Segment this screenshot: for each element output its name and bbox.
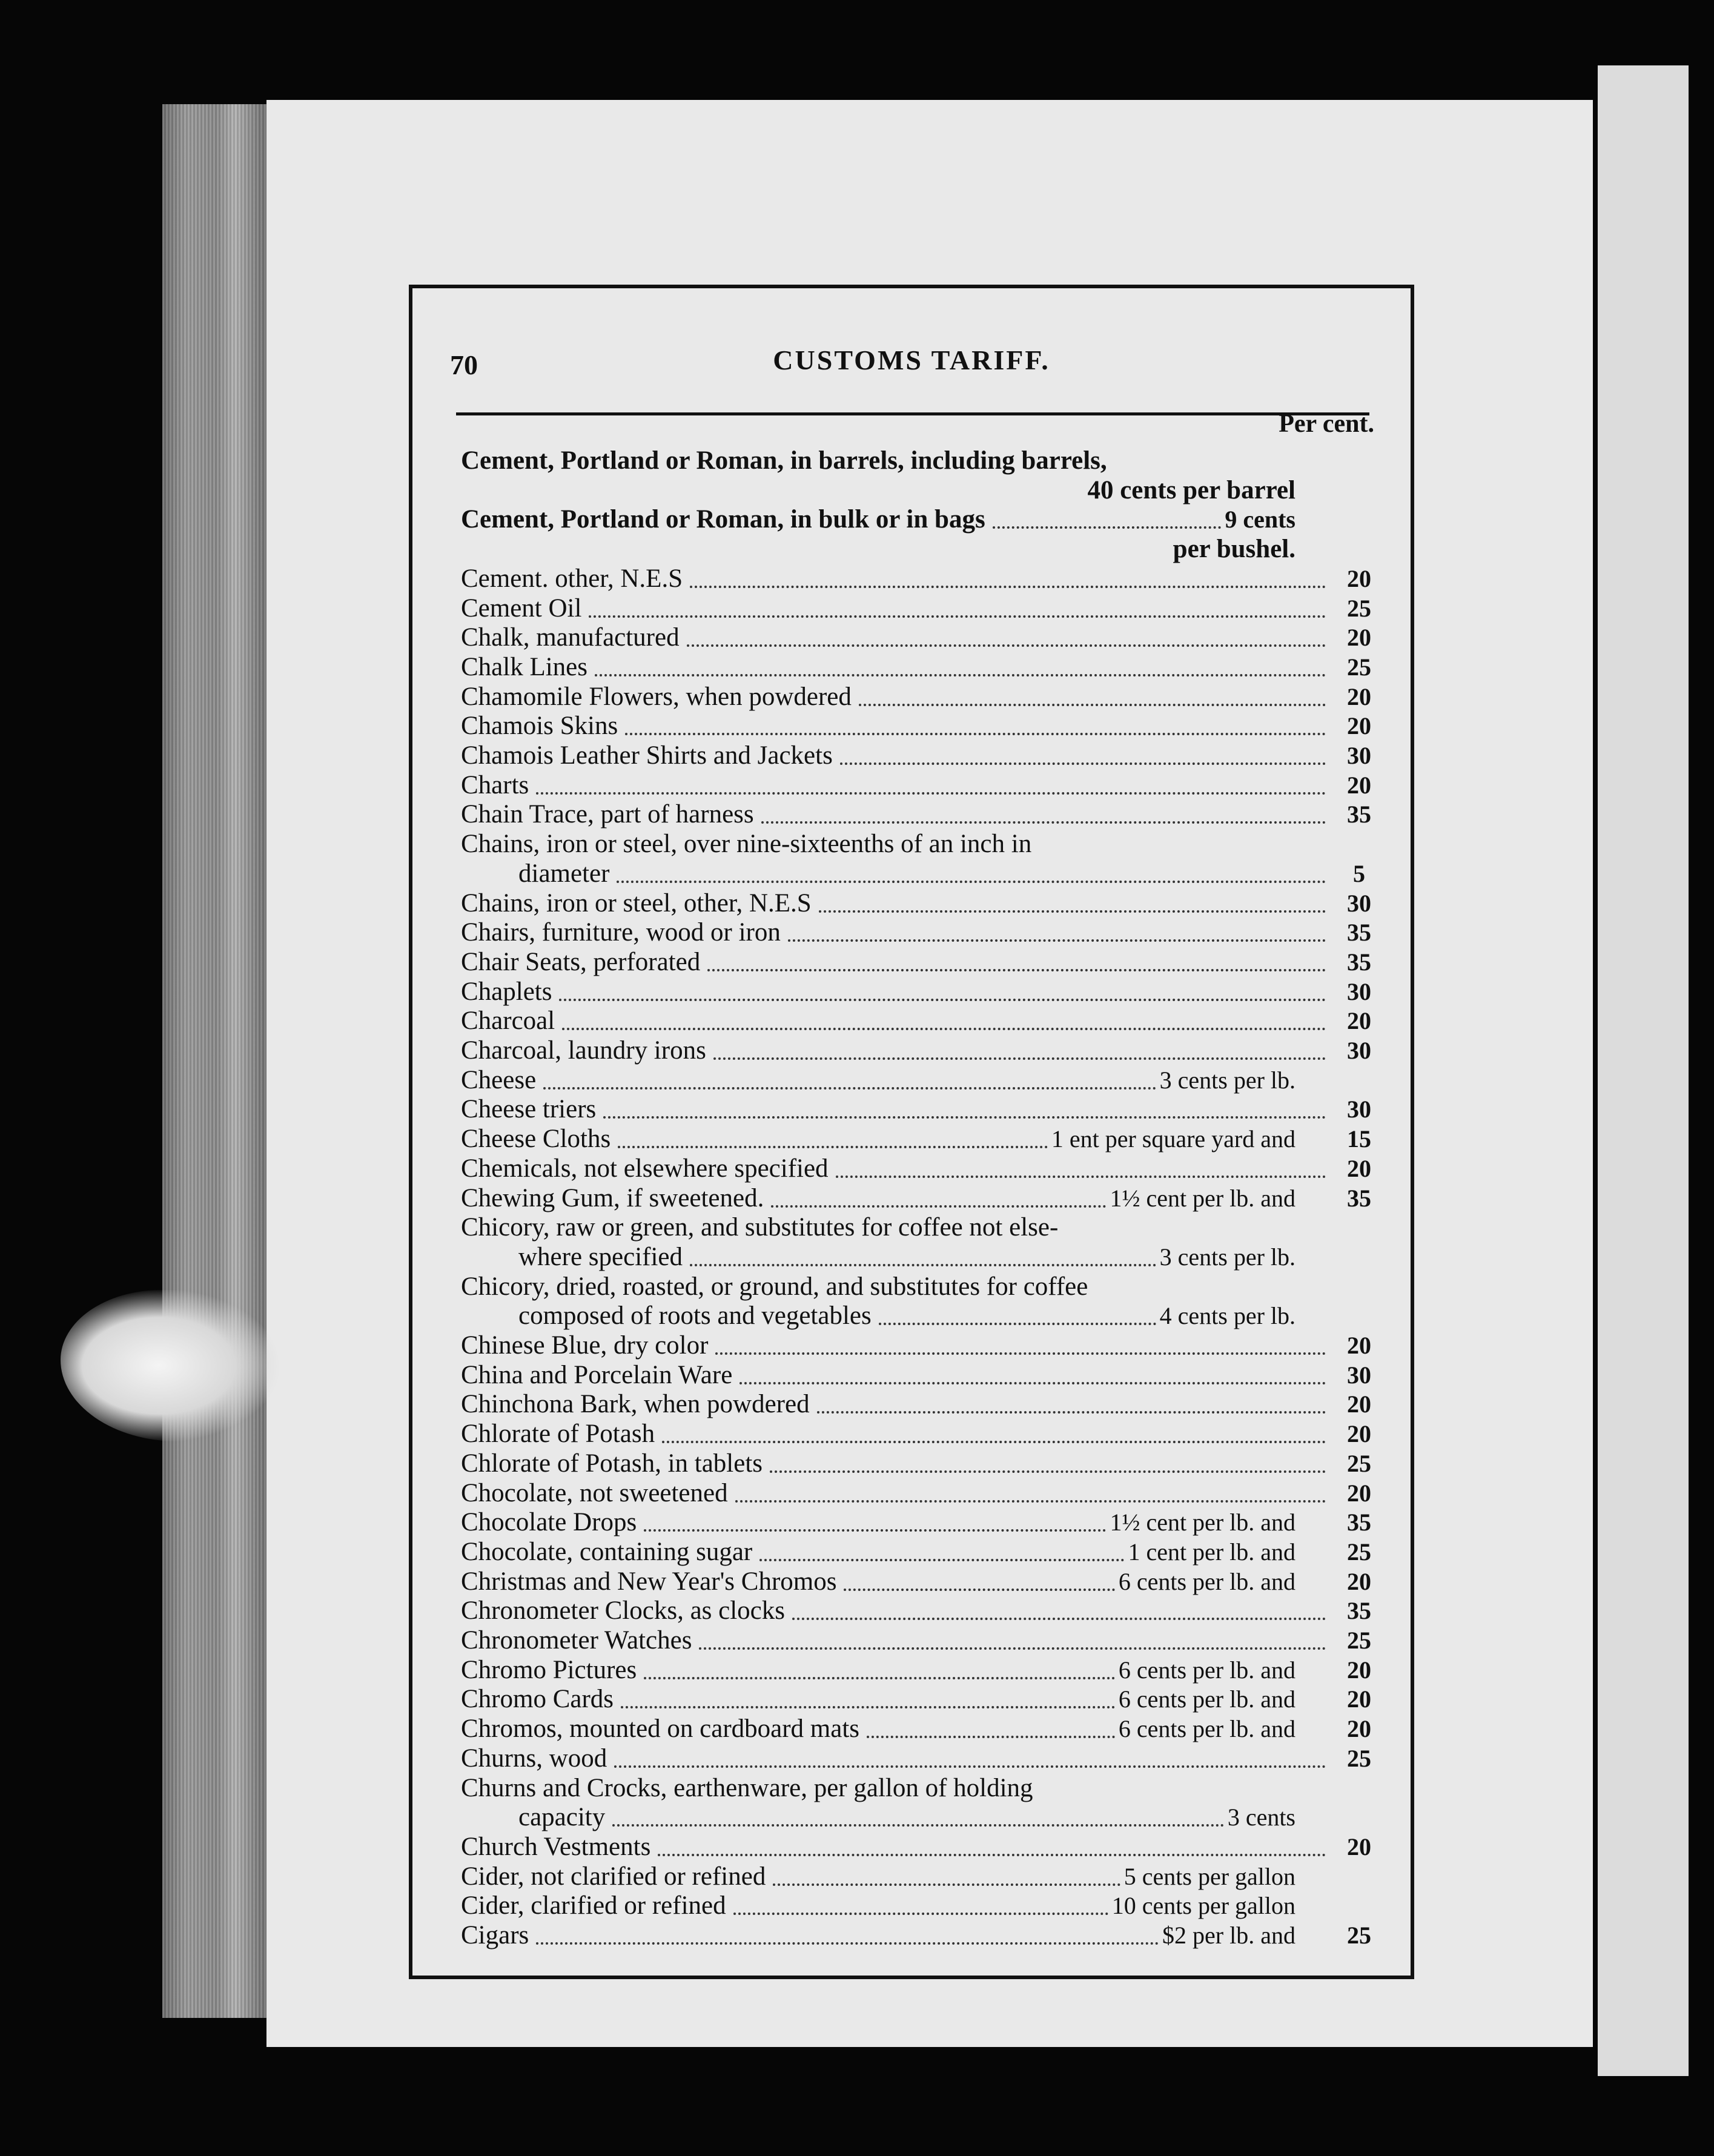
entry-name: Chocolate Drops — [461, 1508, 637, 1537]
entry-percent: 20 — [1347, 771, 1371, 799]
dot-leader — [536, 1940, 1159, 1945]
tariff-entry — [461, 801, 1386, 828]
dot-leader — [707, 967, 1326, 971]
tariff-entry — [461, 1155, 1386, 1183]
entry-rate: 1 cent per lb. and — [1128, 1538, 1295, 1566]
tariff-entry — [461, 1420, 1386, 1448]
dot-leader — [617, 878, 1326, 883]
entry-rate: 5 cents per gallon — [1123, 1862, 1295, 1890]
entry-name: Churns, wood — [461, 1744, 607, 1773]
entry-name: Chairs, furniture, wood or iron — [461, 918, 781, 947]
dot-leader — [733, 1910, 1108, 1915]
tariff-entry — [461, 1922, 1386, 1949]
entry-name: Chair Seats, perforated — [461, 947, 701, 976]
dot-leader — [844, 1586, 1114, 1591]
entry-name: Charts — [461, 770, 529, 799]
entry-name: Chinchona Bark, when powdered — [461, 1390, 810, 1419]
entry-rate: 4 cents per lb. — [1159, 1302, 1295, 1330]
entry-percent: 20 — [1347, 1567, 1371, 1595]
tariff-entry — [461, 1125, 1386, 1153]
dot-leader — [759, 1556, 1124, 1561]
entry-name: Cheese triers — [461, 1095, 597, 1124]
tariff-entry — [461, 1568, 1386, 1596]
tariff-entry-continuation — [518, 535, 1386, 563]
entry-percent: 5 — [1353, 859, 1365, 887]
tariff-entry — [461, 772, 1386, 799]
entry-percent: 30 — [1347, 1361, 1371, 1389]
dot-leader — [687, 642, 1326, 647]
entry-name: diameter — [518, 859, 610, 888]
entry-name: Chaplets — [461, 977, 552, 1006]
tariff-entry — [461, 595, 1386, 623]
entry-rate: $2 per lb. and — [1162, 1922, 1295, 1949]
entry-name: Chain Trace, part of harness — [461, 800, 754, 829]
dot-leader — [662, 1438, 1326, 1443]
entry-name: Chocolate, not sweetened — [461, 1478, 728, 1507]
tariff-entry — [461, 1597, 1386, 1625]
dot-leader — [625, 730, 1326, 735]
dot-leader — [690, 1262, 1156, 1266]
dot-leader — [562, 1025, 1326, 1030]
tariff-entry — [461, 1007, 1386, 1035]
entry-percent: 20 — [1347, 683, 1371, 710]
entry-percent: 35 — [1347, 1597, 1371, 1625]
entry-percent: 20 — [1347, 624, 1371, 652]
tariff-entry — [461, 948, 1386, 976]
entry-rate: 3 cents — [1227, 1804, 1295, 1831]
entry-rate: 10 cents per gallon — [1111, 1892, 1295, 1920]
tariff-entry-continuation — [518, 1804, 1386, 1831]
dot-leader — [715, 1350, 1326, 1355]
entry-rate: 6 cents per lb. and — [1118, 1715, 1295, 1743]
entry-percent: 20 — [1347, 1479, 1371, 1507]
tariff-entry — [461, 506, 1386, 534]
dot-leader — [817, 1409, 1326, 1414]
entry-name: Chlorate of Potash, in tablets — [461, 1449, 763, 1478]
entry-name: Chewing Gum, if sweetened. — [461, 1183, 764, 1212]
entry-name: Cheese Cloths — [461, 1125, 611, 1154]
tariff-entry — [461, 1656, 1386, 1684]
entry-name: Cheese — [461, 1065, 537, 1094]
dot-leader — [559, 996, 1326, 1001]
entry-percent: 30 — [1347, 889, 1371, 917]
entry-name: capacity — [518, 1803, 606, 1832]
tariff-entry — [461, 1096, 1386, 1123]
page-stack-lines — [162, 104, 283, 2018]
entry-percent: 20 — [1347, 712, 1371, 740]
entry-percent: 25 — [1347, 1627, 1371, 1654]
dot-leader — [536, 790, 1326, 795]
entry-name: Chalk, manufactured — [461, 623, 680, 652]
entry-name: Cement, Portland or Roman, in barrels, including barrels, — [461, 446, 1107, 475]
entry-percent: 30 — [1347, 1096, 1371, 1123]
entry-percent: 25 — [1347, 594, 1371, 622]
dot-leader — [859, 701, 1326, 706]
tariff-entry — [461, 1450, 1386, 1478]
entry-percent: 20 — [1347, 1715, 1371, 1743]
text-frame — [409, 285, 1414, 1979]
paper-tear — [61, 1290, 279, 1441]
entry-name: 40 cents per barrel — [1087, 475, 1295, 504]
running-head: CUSTOMS TARIFF. — [773, 345, 1050, 375]
entry-name: Chemicals, not elsewhere specified — [461, 1154, 829, 1183]
tariff-entry — [461, 742, 1386, 770]
tariff-entries — [412, 288, 1411, 1976]
dot-leader — [658, 1851, 1326, 1856]
tariff-entry — [461, 1774, 1386, 1802]
tariff-entry — [461, 1066, 1386, 1094]
tariff-entry — [461, 1745, 1386, 1773]
dot-leader — [699, 1645, 1326, 1650]
dot-leader — [644, 1527, 1106, 1532]
tariff-entry — [461, 1214, 1386, 1242]
dot-leader — [879, 1320, 1156, 1325]
entry-name: Churns and Crocks, earthenware, per gallon of holding — [461, 1773, 1033, 1802]
entry-name: China and Porcelain Ware — [461, 1360, 733, 1389]
entry-name: Chicory, dried, roasted, or ground, and substitutes for coffee — [461, 1272, 1088, 1301]
page-number: 70 — [450, 349, 478, 380]
entry-percent: 30 — [1347, 977, 1371, 1005]
facing-page-edge — [1598, 65, 1689, 2076]
entry-percent: 20 — [1347, 1007, 1371, 1035]
tariff-entry — [461, 1833, 1386, 1861]
dot-leader — [773, 1881, 1120, 1886]
entry-name: Chicory, raw or green, and substitutes for coffee not else- — [461, 1213, 1059, 1242]
entry-name: Chromos, mounted on cardboard mats — [461, 1715, 860, 1744]
dot-leader — [644, 1675, 1115, 1679]
entry-percent: 25 — [1347, 1538, 1371, 1566]
dot-leader — [770, 1468, 1326, 1473]
dot-leader — [603, 1114, 1326, 1119]
entry-percent: 20 — [1347, 1685, 1371, 1713]
entry-percent: 25 — [1347, 653, 1371, 681]
dot-leader — [621, 1704, 1115, 1708]
entry-name: Chronometer Clocks, as clocks — [461, 1596, 786, 1625]
dot-leader — [819, 908, 1326, 913]
tariff-entry-continuation — [518, 477, 1386, 504]
dot-leader — [713, 1055, 1326, 1060]
entry-percent: 35 — [1347, 1509, 1371, 1536]
entry-rate: 9 cents — [1225, 506, 1295, 534]
tariff-entry — [461, 1390, 1386, 1418]
tariff-entry — [461, 1480, 1386, 1507]
entry-name: Church Vestments — [461, 1832, 651, 1861]
entry-percent: 35 — [1347, 1184, 1371, 1212]
tariff-entry — [461, 712, 1386, 740]
entry-name: Chalk Lines — [461, 652, 587, 681]
tariff-entry — [461, 978, 1386, 1006]
entry-name: Chronometer Watches — [461, 1626, 692, 1655]
entry-percent: 20 — [1347, 1656, 1371, 1684]
dot-leader — [740, 1380, 1326, 1384]
tariff-entry — [461, 1892, 1386, 1920]
entry-name: composed of roots and vegetables — [518, 1301, 872, 1331]
entry-percent: 20 — [1347, 1332, 1371, 1359]
entry-percent: 20 — [1347, 1390, 1371, 1418]
dot-leader — [612, 1822, 1224, 1827]
percent-column-label: Per cent. — [1279, 410, 1374, 438]
tariff-entry — [461, 919, 1386, 947]
entry-name: Chocolate, containing sugar — [461, 1537, 753, 1566]
entry-name: Cider, clarified or refined — [461, 1891, 726, 1920]
dot-leader — [771, 1203, 1106, 1208]
dot-leader — [840, 760, 1326, 765]
entry-name: Cement. other, N.E.S — [461, 564, 683, 593]
entry-rate: 1½ cent per lb. and — [1110, 1184, 1295, 1212]
tariff-entry — [461, 1332, 1386, 1360]
entry-name: Chains, iron or steel, other, N.E.S — [461, 888, 812, 918]
entry-percent: 25 — [1347, 1922, 1371, 1949]
entry-name: Chromo Pictures — [461, 1655, 637, 1684]
entry-name: Cigars — [461, 1921, 529, 1949]
entry-name: Chromo Cards — [461, 1685, 614, 1714]
entry-percent: 20 — [1347, 1420, 1371, 1448]
entry-percent: 35 — [1347, 919, 1371, 947]
entry-rate: 1½ cent per lb. and — [1110, 1509, 1295, 1536]
entry-name: Charcoal — [461, 1007, 555, 1036]
tariff-entry-continuation — [518, 1302, 1386, 1330]
dot-leader — [735, 1498, 1326, 1503]
tariff-entry — [461, 830, 1386, 858]
tariff-entry-continuation — [518, 1243, 1386, 1271]
tariff-entry — [461, 683, 1386, 711]
entry-percent: 35 — [1347, 948, 1371, 976]
entry-name: per bushel. — [1173, 535, 1295, 564]
entry-percent: 35 — [1347, 801, 1371, 828]
tariff-entry — [461, 1627, 1386, 1655]
tariff-entry — [461, 1715, 1386, 1743]
entry-percent: 20 — [1347, 564, 1371, 592]
dot-leader — [792, 1615, 1326, 1620]
entry-percent: 25 — [1347, 1449, 1371, 1477]
dot-leader — [836, 1173, 1326, 1178]
entry-percent: 30 — [1347, 1037, 1371, 1064]
book-fore-edge — [162, 104, 283, 2018]
tariff-entry — [461, 1685, 1386, 1713]
dot-leader — [589, 613, 1326, 618]
entry-percent: 20 — [1347, 1833, 1371, 1860]
entry-name: Chinese Blue, dry color — [461, 1331, 709, 1360]
tariff-entry — [461, 1185, 1386, 1212]
dot-leader — [690, 583, 1326, 588]
entry-name: Chamois Leather Shirts and Jackets — [461, 741, 833, 770]
tariff-entry — [461, 1273, 1386, 1301]
entry-name: Chamois Skins — [461, 712, 618, 741]
tariff-entry — [461, 890, 1386, 918]
entry-rate: 1 ent per square yard and — [1051, 1125, 1295, 1153]
tariff-entry — [461, 565, 1386, 593]
entry-percent: 30 — [1347, 742, 1371, 769]
tariff-entry — [461, 1361, 1386, 1389]
entry-rate: 6 cents per lb. and — [1118, 1656, 1295, 1684]
entry-rate: 3 cents per lb. — [1159, 1243, 1295, 1271]
entry-percent: 25 — [1347, 1744, 1371, 1772]
entry-percent: 20 — [1347, 1154, 1371, 1182]
dot-leader — [595, 672, 1326, 676]
entry-rate: 3 cents per lb. — [1159, 1066, 1295, 1094]
entry-name: Christmas and New Year's Chromos — [461, 1567, 837, 1596]
tariff-entry — [461, 447, 1386, 475]
dot-leader — [618, 1143, 1048, 1148]
tariff-entry-continuation — [518, 860, 1386, 888]
dot-leader — [761, 819, 1326, 824]
entry-name: Chlorate of Potash — [461, 1420, 655, 1449]
tariff-entry — [461, 1509, 1386, 1536]
tariff-entry — [461, 1863, 1386, 1891]
tariff-entry — [461, 1538, 1386, 1566]
entry-name: where specified — [518, 1242, 683, 1271]
entry-rate: 6 cents per lb. and — [1118, 1567, 1295, 1595]
tariff-entry — [461, 624, 1386, 652]
dot-leader — [993, 524, 1222, 529]
entry-name: Cider, not clarified or refined — [461, 1862, 766, 1891]
dot-leader — [543, 1085, 1156, 1090]
entry-name: Chains, iron or steel, over nine-sixteenths of an inch in — [461, 830, 1032, 859]
entry-rate: 6 cents per lb. and — [1118, 1685, 1295, 1713]
tariff-entry — [461, 653, 1386, 681]
tariff-entry — [461, 1037, 1386, 1065]
entry-percent: 15 — [1347, 1125, 1371, 1153]
entry-name: Cement Oil — [461, 594, 582, 623]
entry-name: Cement, Portland or Roman, in bulk or in bags — [461, 505, 985, 534]
dot-leader — [614, 1763, 1326, 1768]
entry-name: Chamomile Flowers, when powdered — [461, 682, 852, 711]
entry-name: Charcoal, laundry irons — [461, 1036, 706, 1065]
dot-leader — [867, 1733, 1115, 1738]
dot-leader — [788, 937, 1326, 942]
